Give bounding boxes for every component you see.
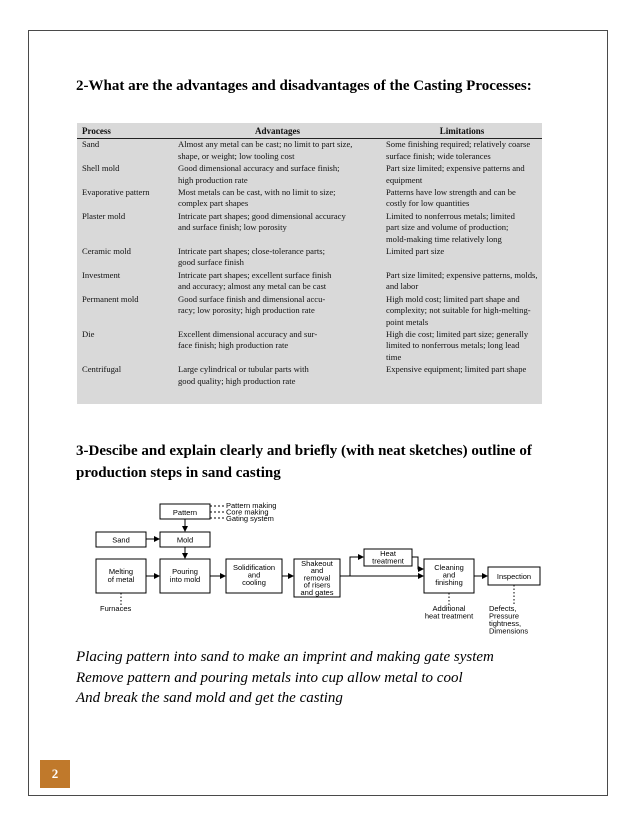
process-cell: Permanent mold: [82, 293, 139, 304]
shakeout-label: Shakeout and removal of risers and gates: [300, 559, 334, 597]
pattern-note-2: Core making: [226, 507, 269, 517]
table-row: [77, 364, 542, 388]
process-cell: Sand: [82, 139, 100, 150]
sand-label: Sand: [112, 535, 130, 545]
table-row: [77, 163, 542, 187]
cleaning-label: Cleaning and finishing: [434, 563, 464, 587]
process-cell: Evaporative pattern: [82, 187, 150, 198]
table-row: [77, 246, 542, 270]
advantages-cell: Most metals can be cast, with no limit to size; complex part shapes: [178, 187, 336, 209]
advantages-cell: Good surface finish and dimensional accu- racy; low porosity; high production rate: [178, 293, 326, 316]
sand-casting-description: [76, 647, 576, 709]
process-cell: Ceramic mold: [82, 246, 131, 257]
heat-treatment-label: Heat treatment: [372, 549, 404, 566]
casting-process-table: [77, 123, 542, 404]
table-row: [77, 329, 542, 364]
process-cell: Centrifugal: [82, 364, 122, 375]
advantages-cell: Intricate part shapes; excellent surface finish and accuracy; almost any metal can be cast: [178, 269, 332, 292]
description-line-3: And break the sand mold and get the casting: [76, 690, 343, 706]
pattern-label: Pattern: [172, 508, 198, 517]
process-cell: Plaster mold: [82, 210, 126, 221]
solidification-label: Solidification and cooling: [232, 563, 276, 587]
table-row: [77, 187, 542, 211]
inspection-label: Inspection: [496, 572, 532, 581]
limitations-cell: Some finishing required; relatively coarse surface finish; wide tolerances: [386, 139, 531, 161]
process-cell: Investment: [82, 269, 121, 280]
table-row: [77, 270, 542, 294]
limitations-cell: High mold cost; limited part shape and complexity; not suitable for high-melting- point metals: [386, 293, 531, 327]
melting-label: Melting of metal: [107, 567, 135, 584]
pattern-note-3: Gating system: [226, 514, 274, 523]
description-line-1: Placing pattern into sand to make an imprint and making gate system: [76, 649, 494, 665]
table-row: [77, 211, 542, 246]
limitations-cell: Limited to nonferrous metals; limited part size and volume of production; mold-making time relatively long: [386, 210, 515, 244]
limitations-cell: Part size limited; expensive patterns, molds, and labor: [386, 269, 538, 292]
advantages-cell: Intricate part shapes; close-tolerance parts; good surface finish: [178, 246, 325, 268]
additional-heat-label: Additional heat treatment: [424, 604, 474, 621]
advantages-cell: Large cylindrical or tubular parts with good quality; high production rate: [178, 364, 309, 386]
mold-label: Mold: [176, 535, 194, 545]
limitations-cell: High die cost; limited part size; generally limited to nonferrous metals; long lead time: [386, 328, 529, 362]
advantages-cell: Intricate part shapes; good dimensional accuracy and surface finish; low porosity: [178, 210, 346, 233]
advantages-cell: Good dimensional accuracy and surface finish; high production rate: [178, 163, 340, 185]
page-number-badge: 2: [40, 760, 70, 788]
limitations-cell: Part size limited; expensive patterns and equipment: [386, 163, 525, 185]
process-cell: Shell mold: [82, 163, 120, 174]
pouring-label: Pouring into mold: [169, 567, 201, 584]
description-line-2: Remove pattern and pouring metals into cup allow metal to cool: [76, 669, 463, 686]
header-advantages: Advantages: [254, 126, 300, 136]
defects-label: Defects, Pressure tightness, Dimensions: [489, 604, 529, 635]
limitations-cell: Limited part size: [386, 246, 445, 257]
limitations-cell: Patterns have low strength and can be costly for low quantities: [386, 187, 516, 209]
table-row: [77, 294, 542, 329]
advantages-cell: Excellent dimensional accuracy and sur- face finish; high production rate: [178, 328, 318, 351]
question-2-heading: 2-What are the advantages and disadvantages of the Casting Processes:: [76, 78, 532, 94]
table-row: [77, 139, 542, 163]
header-process: Process: [82, 126, 111, 136]
question-3-heading: 3-Descibe and explain clearly and briefly (with neat sketches) outline of production steps in sand casting: [76, 443, 532, 481]
process-cell: Die: [82, 328, 95, 339]
header-limitations: Limitations: [439, 126, 485, 136]
furnaces-label: Furnaces: [100, 604, 132, 613]
pattern-note-1: Pattern making: [226, 501, 277, 510]
advantages-cell: Almost any metal can be cast; no limit to part size, shape, or weight; low tooling cost: [178, 139, 353, 161]
sand-casting-flow-diagram: [88, 495, 548, 635]
limitations-cell: Expensive equipment; limited part shape: [386, 364, 527, 375]
